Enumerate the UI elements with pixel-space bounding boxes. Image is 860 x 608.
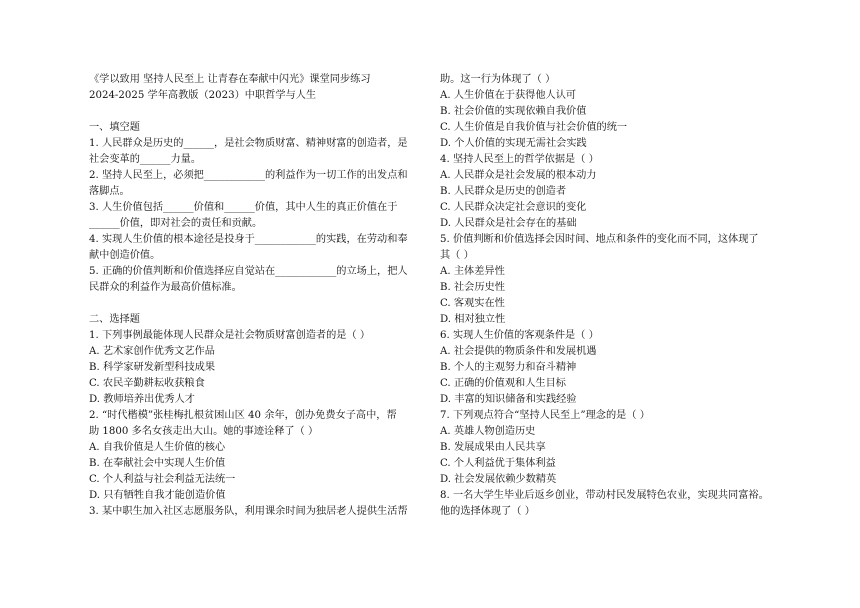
question-line: 1. 下列事例最能体现人民群众是社会物质财富创造者的是（ ）: [89, 330, 371, 341]
option-line: C. 客观实在性: [440, 298, 505, 309]
fill-line: 4. 实现人生价值的根本途径是投身于____________的实践，在劳动和奉: [89, 234, 408, 245]
option-line: D. 丰富的知识储备和实践经验: [440, 394, 577, 405]
option-line: A. 人民群众是社会发展的根本动力: [440, 170, 597, 181]
fill-line: 社会变革的______力量。: [89, 154, 202, 165]
question-line: 4. 坚持人民至上的哲学依据是（ ）: [440, 154, 599, 165]
fill-heading: 一、填空题: [89, 122, 140, 133]
option-line: A. 主体差异性: [440, 266, 505, 277]
fill-line: ______价值，即对社会的责任和贡献。: [89, 218, 263, 229]
option-line: A. 社会提供的物质条件和发展机遇: [440, 346, 597, 357]
option-line: C. 个人利益优于集体利益: [440, 458, 556, 469]
question-line: 其（ ）: [440, 250, 474, 261]
option-line: B. 在奉献社会中实现人生价值: [89, 458, 226, 469]
option-line: B. 社会价值的实现依赖自我价值: [440, 106, 587, 117]
left-column: [89, 72, 424, 520]
question-line: 2. “时代楷模”张桂梅扎根贫困山区 40 余年，创办免费女子高中，帮: [89, 410, 397, 421]
fill-line: 民群众的利益作为最高价值标准。: [89, 282, 242, 293]
fill-line: 落脚点。: [89, 186, 130, 197]
option-line: D. 相对独立性: [440, 314, 506, 325]
option-line: C. 个人利益与社会利益无法统一: [89, 474, 236, 485]
option-line: D. 人民群众是社会存在的基础: [440, 218, 577, 229]
spacer: [89, 296, 424, 312]
option-line: B. 个人的主观努力和奋斗精神: [440, 362, 577, 373]
option-line: D. 个人价值的实现无需社会实践: [440, 138, 587, 149]
option-line: D. 只有牺牲自我才能创造价值: [89, 490, 226, 501]
question-line: 3. 某中职生加入社区志愿服务队，利用课余时间为独居老人提供生活帮: [89, 506, 408, 517]
doc-title-line2: 2024-2025 学年高教版（2023）中职哲学与人生: [89, 90, 317, 101]
option-line: B. 科学家研发新型科技成果: [89, 362, 216, 373]
question-line: 8. 一名大学生毕业后返乡创业，带动村民发展特色农业，实现共同富裕。: [440, 490, 769, 501]
option-line: D. 社会发展依赖少数精英: [440, 474, 557, 485]
doc-title-line1: 《学以致用 坚持人民至上 让青春在奉献中闪光》课堂同步练习: [89, 74, 371, 85]
question-line: 7. 下列观点符合“坚持人民至上”理念的是（ ）: [440, 410, 650, 421]
option-line: A. 英雄人物创造历史: [440, 426, 536, 437]
spacer: [89, 104, 424, 120]
fill-line: 5. 正确的价值判断和价值选择应自觉站在____________的立场上，把人: [89, 266, 408, 277]
option-line: C. 正确的价值观和人生目标: [440, 378, 566, 389]
option-line: B. 社会历史性: [440, 282, 505, 293]
choice-heading: 二、选择题: [89, 314, 140, 325]
question-line: 6. 实现人生价值的客观条件是（ ）: [440, 330, 599, 341]
fill-line: 1. 人民群众是历史的______，是社会物质财富、精神财富的创造者，是: [89, 138, 408, 149]
option-line: A. 艺术家创作优秀文艺作品: [89, 346, 215, 357]
option-line: C. 人民群众决定社会意识的变化: [440, 202, 587, 213]
option-line: C. 人生价值是自我价值与社会价值的统一: [440, 122, 628, 133]
fill-line: 2. 坚持人民至上，必须把____________的利益作为一切工作的出发点和: [89, 170, 408, 181]
right-column: [440, 72, 775, 520]
question-line: 5. 价值判断和价值选择会因时间、地点和条件的变化而不同，这体现了: [440, 234, 759, 245]
option-line: A. 自我价值是人生价值的核心: [89, 442, 226, 453]
option-line: B. 人民群众是历史的创造者: [440, 186, 567, 197]
option-line: C. 农民辛勤耕耘收获粮食: [89, 378, 205, 389]
fill-line: 3. 人生价值包括______价值和______价值，其中人生的真正价值在于: [89, 202, 398, 213]
option-line: A. 人生价值在于获得他人认可: [440, 90, 577, 101]
option-line: B. 发展成果由人民共享: [440, 442, 546, 453]
fill-line: 献中创造价值。: [89, 250, 161, 261]
option-line: D. 教师培养出优秀人才: [89, 394, 195, 405]
question-line: 助。这一行为体现了（ ）: [440, 74, 556, 85]
question-line: 助 1800 多名女孩走出大山。她的事迹诠释了（ ）: [89, 426, 319, 437]
question-line: 他的选择体现了（ ）: [440, 506, 535, 517]
